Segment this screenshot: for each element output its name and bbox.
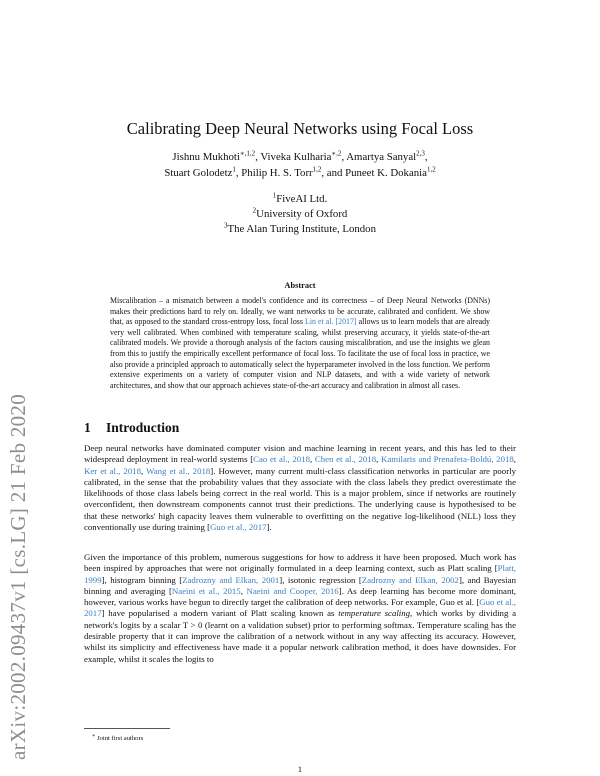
affiliation-mark: 1 xyxy=(272,191,277,200)
citation-link[interactable]: Ker et al., 2018 xyxy=(84,465,142,476)
paragraph-text: ]. xyxy=(266,522,272,533)
paragraph-text: ] have popularised a modern variant of Platt scaling known as xyxy=(101,608,339,619)
citation-separator: , xyxy=(513,454,516,465)
author-name: Viveka Kulharia xyxy=(260,151,332,163)
paragraph-text: Deep neural networks have dominated computer vision and machine learning in recent years, and this has led to their widespread deployment in real-world systems [ xyxy=(84,443,516,465)
citation-link[interactable]: Chen et al., 2018 xyxy=(314,454,377,465)
affiliation xyxy=(150,222,450,237)
abstract-heading: Abstract xyxy=(284,281,316,290)
author-name: Philip H. S. Torr xyxy=(241,166,313,179)
abstract-body xyxy=(110,296,490,391)
paragraph-text: ], and Bayesian binning and averaging [ xyxy=(84,574,516,596)
affiliation xyxy=(150,192,450,207)
author-name: Jishnu Mukhoti xyxy=(172,151,240,163)
footnote-divider xyxy=(84,728,170,729)
author-marks: ∗,1,2 xyxy=(239,149,256,158)
section-number: 1 xyxy=(84,420,91,435)
affiliation-name: University of Oxford xyxy=(256,208,348,220)
affiliation-mark: 3 xyxy=(224,221,228,230)
paragraph-text: , which works by dividing a network's logits by a scalar T > 0 (learnt on a validation subset) prior to performing softmax. Temperature scaling has the desirable property that it can improve the calibration of a network without in any way affecting its accuracy. However, whilst its simplicity and effectiveness have made it a popular network calibration method, it does have downsides. For example, whilst it scales the logits to xyxy=(84,608,516,664)
citation-separator: , xyxy=(141,465,147,476)
author-marks: 1,2 xyxy=(426,164,436,173)
page-number: 1 xyxy=(297,764,303,774)
citation-link[interactable]: Lin et al. [2017] xyxy=(305,317,357,327)
footnote-mark: ∗ xyxy=(92,734,96,739)
citation-link[interactable]: Kamilaris and Prenafeta-Boldú, 2018 xyxy=(380,454,514,465)
affiliation-name: The Alan Turing Institute, London xyxy=(227,223,376,235)
emphasized-term: temperature scaling xyxy=(338,608,411,619)
citation-link[interactable]: Guo et al., 2017 xyxy=(210,522,267,533)
paragraph-text: ], isotonic regression [ xyxy=(279,574,362,585)
citation-link[interactable]: Wang et al., 2018 xyxy=(146,465,211,476)
paragraph-text: ], histogram binning [ xyxy=(101,574,183,585)
section-title: Introduction xyxy=(106,420,180,435)
paragraph xyxy=(84,443,516,533)
author-name: Puneet K. Dokania xyxy=(345,166,427,179)
citation-separator: , xyxy=(376,454,381,465)
paragraph-text: ]. As deep learning has become more dominant, however, various works have begun to directly target the calibration of deep networks. For example, Guo et al. [ xyxy=(84,585,516,608)
abstract-text: allows us to learn models that are already very well calibrated. When combined with temperature scaling, whilst preserving accuracy, it yields state-of-the-art calibrated models. We provide a thorough analysis of the factors causing miscalibration, and use the insights we glean from this to justify the empirically excellent performance of focal loss. To facilitate the use of focal loss in practice, we also provide a principled approach to automatically select the hyperparameter involved in the loss function. We perform extensive experiments on a variety of computer vision and NLP datasets, and with a wide variety of network architectures, and show that our approach achieves state-of-the-art accuracy and calibration in almost all cases. xyxy=(110,317,491,390)
author-marks: ∗,2 xyxy=(331,149,342,158)
citation-separator: , xyxy=(310,454,315,465)
affiliation-mark: 2 xyxy=(252,206,257,215)
author-name: Amartya Sanyal xyxy=(346,151,417,163)
citation-link[interactable]: Platt, 1999 xyxy=(84,563,516,585)
author-marks: 2,3 xyxy=(416,149,425,158)
author-name: Stuart Golodetz xyxy=(164,166,233,179)
arxiv-identifier-stamp: arXiv:2002.09437v1 [cs.LG] 21 Feb 2020 xyxy=(6,393,30,760)
citation-link[interactable]: Guo et al., 2017 xyxy=(84,597,517,619)
author-list: Jishnu Mukhoti$^{∗,1,2}$, Viveka Kulharia$^{∗,2}$, Amartya Sanyal$^{2,3}$, Stuart Golodetz$^1$, Philip H. S. Torr$^{1,2}$, and Puneet K. Dokania$^{1,2}$ xyxy=(164,149,436,179)
citation-link[interactable]: Zadrozny and Elkan, 2002 xyxy=(361,574,459,585)
paragraph-text: ]. However, many current multi-class classification networks in particular are poorly calibrated, in the sense that the probability values that they associate with the class labels they predict overestimate the likelihoods of those class labels being correct in the real world. This is a major problem, since if networks are routinely overconfident, then downstream components cannot trust their predictions. The underlying cause is hypothesised to be that these networks' high capacity leaves them vulnerable to overfitting on the negative log-likelihood (NLL) loss they conventionally use during training [ xyxy=(84,465,516,533)
paper-title: Calibrating Deep Neural Networks using Focal Loss xyxy=(126,119,474,138)
paragraph xyxy=(84,552,516,665)
citation-link[interactable]: Cao et al., 2018 xyxy=(253,454,310,465)
citation-link[interactable]: Zadrozny and Elkan, 2001 xyxy=(182,574,280,585)
footnote-text: Joint first authors xyxy=(97,735,144,743)
citation-separator: , xyxy=(240,585,247,596)
author-marks: 1,2 xyxy=(312,164,322,173)
citation-link[interactable]: Naeini et al., 2015 xyxy=(171,585,241,596)
section-heading xyxy=(84,420,179,436)
citation-link[interactable]: Naeini and Cooper, 2016 xyxy=(246,585,339,596)
abstract-text: Miscalibration – a mismatch between a model's confidence and its correctness – of Deep Neural Networks (DNNs) makes their predictions hard to rely on. Ideally, we want networks to be accurate, calibrated and confident. We show that, as opposed to the standard cross-entropy loss, focal loss xyxy=(110,296,490,327)
author-marks: 1 xyxy=(232,164,236,173)
affiliation xyxy=(150,207,450,222)
affiliation-list xyxy=(150,192,450,237)
affiliation-name: FiveAI Ltd. xyxy=(276,193,328,205)
paragraph-text: Given the importance of this problem, numerous suggestions for how to address it have been proposed. Much work has been inspired by approaches that were not originally formulated in a deep learning context, such as Platt scaling [ xyxy=(84,552,516,574)
footnote xyxy=(92,733,143,742)
